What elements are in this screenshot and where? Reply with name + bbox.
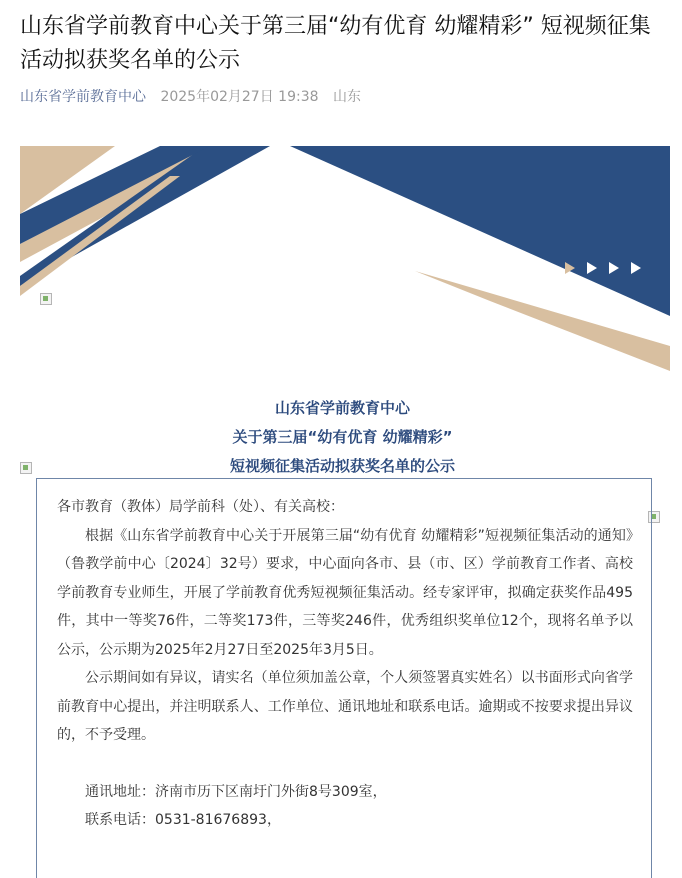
notice-heading-line: 山东省学前教育中心 (274, 399, 410, 417)
notice-paragraph: 根据《山东省学前教育中心关于开展第三届“幼有优育 幼耀精彩”短视频征集活动的通知》（鲁教学前中心〔2024〕32号）要求，中心面向各市、县（市、区）学前教育工作者、高校学前教育专业师生，开展了学前教育优秀短视频征集活动。经专家评审，拟确定获奖作品495件，其中一等奖76件，二等奖173件，三等奖246件，优秀组织奖单位12个，现将名单予以公示，公示期为2025年2月27日至2025年3月5日。 (57, 527, 633, 658)
broken-image-icon (40, 293, 52, 305)
notice-salutation: 各市教育（教体）局学前科（处）、有关高校： (57, 499, 344, 515)
article-meta (20, 86, 361, 106)
article-title: 山东省学前教育中心关于第三届“幼有优育 幼耀精彩” 短视频征集活动拟获奖名单的公示 (20, 14, 651, 73)
contact-address: 通讯地址：济南市历下区南圩门外街8号309室， (85, 783, 387, 800)
author-link[interactable]: 山东省学前教育中心 (20, 89, 146, 105)
notice-body-box (36, 478, 652, 878)
notice-paragraph: 公示期间如有异议，请实名（单位须加盖公章，个人须签署真实姓名）以书面形式向省学前教育中心提出，并注明联系人、工作单位、通讯地址和联系电话。逾期或不按要求提出异议的，不予受理。 (57, 670, 633, 743)
publish-location: 山东 (332, 89, 361, 105)
banner-graphic (20, 146, 670, 386)
header-banner-image (20, 146, 670, 386)
publish-date: 2025年02月27日 19:38 (160, 89, 319, 105)
paragraph-spacer (57, 750, 633, 778)
notice-heading-line: 短视频征集活动拟获奖名单的公示 (229, 457, 455, 475)
contact-phone: 联系电话：0531-81676893， (85, 812, 281, 828)
notice-heading-line: 关于第三届“幼有优育 幼耀精彩” (232, 428, 453, 446)
notice-heading (20, 394, 665, 481)
